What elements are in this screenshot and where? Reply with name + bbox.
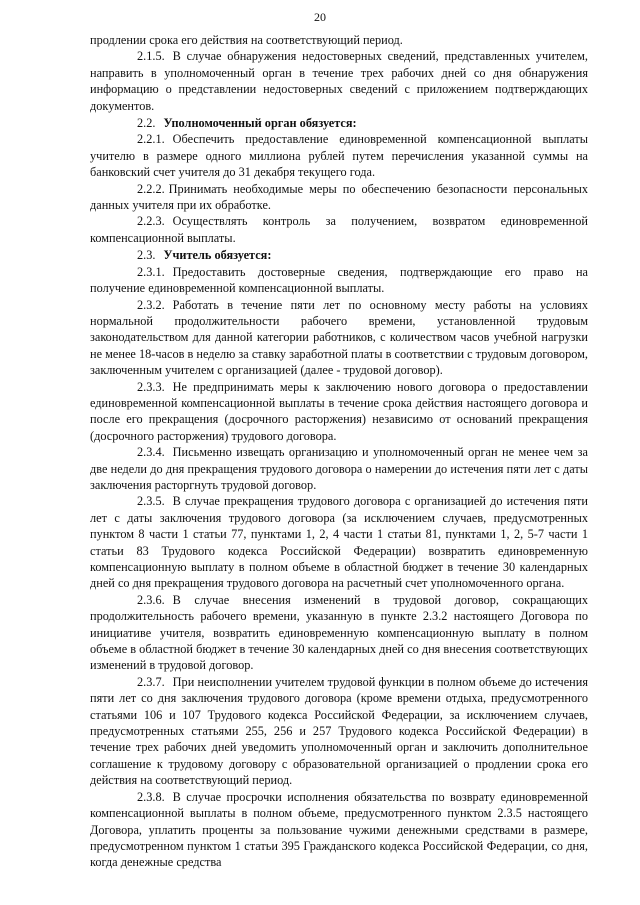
paragraph-text: продлении срока его действия на соответствующий период. (90, 33, 403, 47)
paragraph-continuation (90, 32, 588, 48)
paragraph-number: 2.3.4. (137, 445, 165, 460)
paragraph-2-3-4 (90, 444, 588, 493)
paragraph-2-3-3 (90, 379, 588, 445)
section-heading-2-2 (90, 115, 588, 131)
paragraph-2-2-2 (90, 181, 588, 214)
paragraph-2-3-7 (90, 674, 588, 789)
paragraph-text: Не предпринимать меры к заключению нового договора о предоставлении единовременной компенсационной выплаты в течение срока действия настоящего договора и после его прекращения (досрочного расторжения) независимо от оснований прекращения (досрочного расторжения) трудового договора. (90, 379, 588, 443)
section-number: 2.2. (137, 116, 156, 131)
section-title: Учитель обязуется: (163, 248, 272, 263)
paragraph-number: 2.2.3. (137, 214, 165, 229)
paragraph-number: 2.3.1. (137, 264, 165, 279)
paragraph-number: 2.3.7. (137, 674, 165, 689)
paragraph-number: 2.3.5. (137, 494, 165, 509)
paragraph-text: Письменно извещать организацию и уполномоченный орган не менее чем за две недели до дня прекращения трудового договора о намерении до истечения пяти лет с даты заключения расторгнуть трудовой договор. (90, 445, 588, 492)
paragraph-text: В случае просрочки исполнения обязательства по возврату единовременной компенсационной выплаты в полном объеме, предусмотренного пунктом 2.3.5 настоящего Договора, уплатить проценты за пользование чужими денежными средствами в размере, предусмотренном пунктом 1 статьи 395 Гражданского кодекса Российской Федерации, со дня, когда денежные средства (90, 789, 588, 870)
section-heading-2-3 (90, 247, 588, 263)
paragraph-number: 2.1.5. (137, 49, 165, 64)
document-body (90, 32, 588, 871)
paragraph-2-3-5 (90, 493, 588, 591)
paragraph-number: 2.3.3. (137, 379, 165, 394)
paragraph-2-3-6 (90, 592, 588, 674)
section-number: 2.3. (137, 248, 156, 263)
paragraph-number: 2.3.8. (137, 789, 165, 804)
paragraph-2-3-1 (90, 264, 588, 297)
page-number: 20 (314, 10, 326, 24)
paragraph-text: Осуществлять контроль за получением, возвратом единовременной компенсационной выплаты. (90, 214, 588, 245)
paragraph-text: В случае обнаружения недостоверных сведений, представленных учителем, направить в уполномоченный орган в течение трех рабочих дней со дня обнаружения информацию о представлении недостоверных сведений с приложением подтверждающих документов. (90, 49, 588, 113)
paragraph-number: 2.2.2. (137, 181, 165, 196)
paragraph-number: 2.2.1. (137, 132, 165, 147)
paragraph-text: Работать в течение пяти лет по основному месту работы на условиях нормальной продолжительности рабочего времени, установленной трудовым законодательством для данной категории работников, с количеством часов учебной нагрузки не менее 18-часов в неделю за ставку заработной платы в соответствии с трудовым договором, заключенным учителем с организацией (далее - трудовой договор). (90, 297, 588, 378)
section-title: Уполномоченный орган обязуется: (163, 116, 357, 131)
paragraph-2-1-5 (90, 48, 588, 114)
paragraph-text: Принимать необходимые меры по обеспечению безопасности персональных данных учителя при их обработке. (90, 181, 588, 213)
paragraph-text: При неисполнении учителем трудовой функции в полном объеме до истечения пяти лет со дня заключения трудового договора (кроме времени отдыха, предусмотренного статьями 106 и 107 Трудового кодекса Российской Федерации, за исключением случаев, предусмотренных статьями 255, 256 и 257 Трудового кодекса Российской Федерации) в течение трех рабочих дней уведомить уполномоченный орган и заключить дополнительное соглашение к трудовому договору с образовательной организацией о продлении срока его действия на соответствующий период. (90, 674, 588, 788)
paragraph-text: В случае внесения изменений в трудовой договор, сокращающих продолжительность рабочего времени, указанную в пункте 2.3.2 настоящего Договора по инициативе учителя, возвратить единовременную компенсационную выплату в полном объеме в областной бюджет в течение 30 календарных дней со дня внесения соответствующих изменений в трудовой договор. (90, 592, 588, 673)
paragraph-2-3-8 (90, 789, 588, 871)
paragraph-text: В случае прекращения трудового договора с организацией до истечения пяти лет с даты заключения трудового договора (за исключением случаев, предусмотренных пунктом 8 части 1 статьи 77, пунктами 1, 2, 4 части 1 статьи 81, пунктами 1, 2, 5-7 части 1 статьи 83 Трудового кодекса Российской Федерации) возвратить единовременную компенсационную выплату в полном объеме в областной бюджет в течение 30 календарных дней со дня прекращения трудового договора на расчетный счет уполномоченного органа. (90, 494, 588, 591)
paragraph-2-2-1 (90, 131, 588, 180)
paragraph-number: 2.3.6. (137, 592, 165, 607)
paragraph-2-2-3 (90, 213, 588, 246)
paragraph-text: Предоставить достоверные сведения, подтверждающие его право на получение единовременной компенсационной выплаты. (90, 264, 588, 296)
paragraph-text: Обеспечить предоставление единовременной компенсационной выплаты учителю в размере одного миллиона рублей путем перечисления указанной суммы на банковский счет учителя до 31 декабря текущего года. (90, 132, 588, 180)
paragraph-number: 2.3.2. (137, 297, 165, 312)
paragraph-2-3-2 (90, 297, 588, 379)
